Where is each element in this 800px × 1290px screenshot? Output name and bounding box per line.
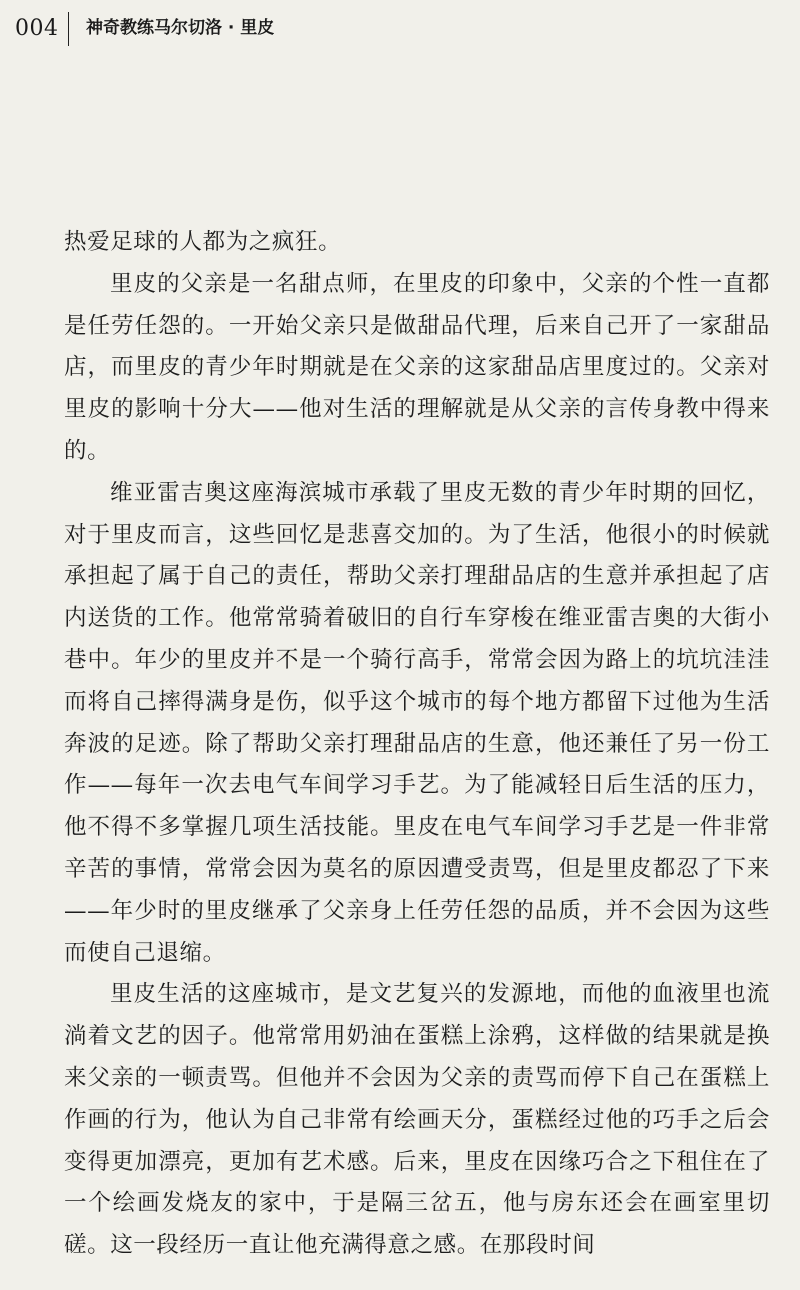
paragraph-viareggio: 维亚雷吉奥这座海滨城市承载了里皮无数的青少年时期的回忆，对于里皮而言，这些回忆是悲喜交加的。为了生活，他很小的时候就承担起了属于自己的责任，帮助父亲打理甜品店的生意并承担起了店内送货的工作。他常常骑着破旧的自行车穿梭在维亚雷吉奥的大街小巷中。年少的里皮并不是一个骑行高手，常常会因为路上的坑坑洼洼而将自己摔得满身是伤，似乎这个城市的每个地方都留下过他为生活奔波的足迹。除了帮助父亲打理甜品店的生意，他还兼任了另一份工作——每年一次去电气车间学习手艺。为了能减轻日后生活的压力，他不得不多掌握几项生活技能。里皮在电气车间学习手艺是一件非常辛苦的事情，常常会因为莫名的原因遭受责骂，但是里皮都忍了下来——年少时的里皮继承了父亲身上任劳任怨的品质，并不会因为这些而使自己退缩。	[64, 479, 770, 966]
paragraph-continued: 热爱足球的人都为之疯狂。	[64, 229, 342, 255]
page-number: 004	[15, 16, 59, 41]
paragraph-art: 里皮生活的这座城市，是文艺复兴的发源地，而他的血液里也流淌着文艺的因子。他常常用奶油在蛋糕上涂鸦，这样做的结果就是换来父亲的一顿责骂。但他并不会因为父亲的责骂而停下自己在蛋糕上作画的行为，他认为自己非常有绘画天分，蛋糕经过他的巧手之后会变得更加漂亮，更加有艺术感。后来，里皮在因缘巧合之下租住在了一个绘画发烧友的家中，于是隔三岔五，他与房东还会在画室里切磋。这一段经历一直让他充满得意之感。在那段时间	[64, 981, 770, 1259]
page-header	[0, 0, 800, 56]
header-divider	[68, 12, 69, 46]
paragraph-father: 里皮的父亲是一名甜点师，在里皮的印象中，父亲的个性一直都是任劳任怨的。一开始父亲只是做甜品代理，后来自己开了一家甜品店，而里皮的青少年时期就是在父亲的这家甜品店里度过的。父亲对里皮的影响十分大——他对生活的理解就是从父亲的言传身教中得来的。	[64, 270, 770, 464]
running-title: 神奇教练马尔切洛 · 里皮	[86, 18, 275, 38]
body-text	[64, 222, 770, 1267]
